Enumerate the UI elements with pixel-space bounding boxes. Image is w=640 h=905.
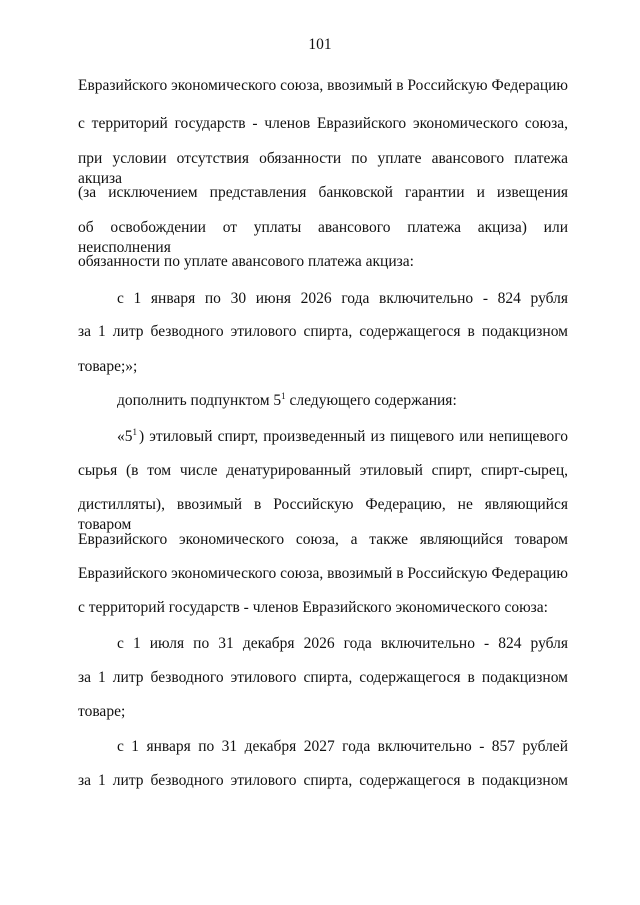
text-fragment: ) этиловый спирт, произведенный из пищевого или непищевого xyxy=(139,428,568,445)
text-line xyxy=(117,427,568,447)
superscript: 1 xyxy=(281,391,286,401)
text-line: с территорий государств - членов Евразийского экономического союза: xyxy=(78,599,548,616)
text-fragment: следующего содержания: xyxy=(285,392,457,409)
text-line: Евразийского экономического союза, а также являющийся товаром xyxy=(78,531,568,548)
text-line: об освобождении от уплаты авансового платежа акциза) или неисполнения xyxy=(78,219,568,256)
superscript: 1 xyxy=(132,427,137,437)
text-line: обязанности по уплате авансового платежа акциза: xyxy=(78,253,414,270)
text-line: за 1 литр безводного этилового спирта, содержащегося в подакцизном xyxy=(78,669,568,686)
text-line: товаре;»; xyxy=(78,358,138,375)
text-line: сырья (в том числе денатурированный этиловый спирт, спирт-сырец, xyxy=(78,462,568,479)
text-line: с территорий государств - членов Евразийского экономического союза, xyxy=(78,115,568,132)
text-line: при условии отсутствия обязанности по уплате авансового платежа акциза xyxy=(78,150,568,187)
text-line: (за исключением представления банковской гарантии и извещения xyxy=(78,184,568,201)
text-line: Евразийского экономического союза, ввозимый в Российскую Федерацию xyxy=(78,77,568,94)
text-line: за 1 литр безводного этилового спирта, содержащегося в подакцизном xyxy=(78,772,568,789)
text-line: за 1 литр безводного этилового спирта, содержащегося в подакцизном xyxy=(78,323,568,340)
text-fragment xyxy=(117,427,137,447)
text-line: Евразийского экономического союза, ввозимый в Российскую Федерацию xyxy=(78,565,568,582)
text-line: дистилляты), ввозимый в Российскую Федерацию, не являющийся товаром xyxy=(78,496,568,533)
page-number: 101 xyxy=(308,36,332,53)
text-line: с 1 июля по 31 декабря 2026 года включительно - 824 рубля xyxy=(117,635,568,652)
text-line xyxy=(117,391,568,411)
text-fragment: «5 xyxy=(117,428,133,445)
text-line: товаре; xyxy=(78,703,126,720)
text-fragment: дополнить подпунктом 5 xyxy=(117,392,282,409)
text-line: с 1 января по 30 июня 2026 года включительно - 824 рубля xyxy=(117,290,568,307)
text-line: с 1 января по 31 декабря 2027 года включительно - 857 рублей xyxy=(117,738,568,755)
